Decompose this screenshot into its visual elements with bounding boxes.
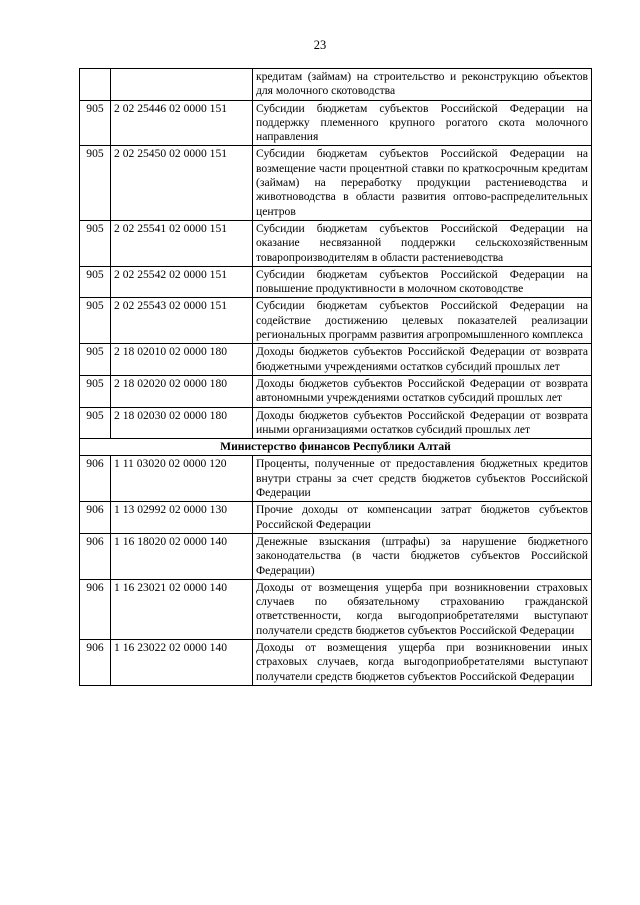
table-body (80, 69, 592, 686)
revenue-description-cell: Субсидии бюджетам субъектов Российской Федерации на поддержку племенного крупного рогатого скота молочного направления (253, 100, 592, 146)
revenue-codes-table (79, 68, 592, 686)
revenue-description-cell: Доходы бюджетов субъектов Российской Федерации от возврата бюджетными учреждениями остатков субсидий прошлых лет (253, 344, 592, 376)
table-row (80, 375, 592, 407)
budget-classification-code-cell: 2 02 25541 02 0000 151 (111, 220, 253, 266)
revenue-description-cell: Субсидии бюджетам субъектов Российской Федерации на повышение продуктивности в молочном скотоводстве (253, 266, 592, 298)
administrator-code-cell: 905 (80, 344, 111, 376)
section-header-row (80, 439, 592, 456)
administrator-code-cell (80, 69, 111, 101)
budget-classification-code-cell: 2 18 02010 02 0000 180 (111, 344, 253, 376)
table-row (80, 298, 592, 344)
revenue-description-cell: Денежные взыскания (штрафы) за нарушение бюджетного законодательства (в части бюджетов субъектов Российской Федерации) (253, 533, 592, 579)
revenue-description-cell: Проценты, полученные от предоставления бюджетных кредитов внутри страны за счет средств бюджетов субъектов Российской Федерации (253, 456, 592, 502)
budget-classification-code-cell: 2 02 25450 02 0000 151 (111, 146, 253, 220)
revenue-description-cell: кредитам (займам) на строительство и реконструкцию объектов для молочного скотоводства (253, 69, 592, 101)
budget-classification-code-cell: 1 16 18020 02 0000 140 (111, 533, 253, 579)
administrator-code-cell: 906 (80, 533, 111, 579)
administrator-code-cell: 906 (80, 579, 111, 639)
table-row (80, 146, 592, 220)
table-row (80, 639, 592, 685)
table-row (80, 502, 592, 534)
revenue-description-cell: Доходы от возмещения ущерба при возникновении страховых случаев по обязательному страхованию гражданской ответственности, когда выгодоприобретателями выступают получатели средств бюджетов субъектов Российской Федерации (253, 579, 592, 639)
budget-classification-code-cell: 2 18 02020 02 0000 180 (111, 375, 253, 407)
table-row (80, 456, 592, 502)
table-row (80, 69, 592, 101)
administrator-code-cell: 905 (80, 146, 111, 220)
revenue-description-cell: Доходы бюджетов субъектов Российской Федерации от возврата автономными учреждениями остатков субсидий прошлых лет (253, 375, 592, 407)
revenue-description-cell: Субсидии бюджетам субъектов Российской Федерации на возмещение части процентной ставки по краткосрочным кредитам (займам) на переработку продукции растениеводства и животноводства в области развития оптово-распределительных центров (253, 146, 592, 220)
revenue-description-cell: Доходы от возмещения ущерба при возникновении иных страховых случаев, когда выгодоприобретателями выступают получатели средств бюджетов субъектов Российской Федерации (253, 639, 592, 685)
administrator-code-cell: 905 (80, 266, 111, 298)
table-row (80, 220, 592, 266)
table-row (80, 344, 592, 376)
table-row (80, 100, 592, 146)
revenue-description-cell: Субсидии бюджетам субъектов Российской Федерации на содействие достижению целевых показателей реализации региональных программ развития агропромышленного комплекса (253, 298, 592, 344)
table-row (80, 533, 592, 579)
administrator-code-cell: 905 (80, 407, 111, 439)
administrator-code-cell: 905 (80, 375, 111, 407)
revenue-description-cell: Прочие доходы от компенсации затрат бюджетов субъектов Российской Федерации (253, 502, 592, 534)
budget-classification-code-cell: 2 02 25543 02 0000 151 (111, 298, 253, 344)
budget-classification-code-cell: 1 16 23021 02 0000 140 (111, 579, 253, 639)
administrator-code-cell: 906 (80, 456, 111, 502)
budget-classification-code-cell: 2 18 02030 02 0000 180 (111, 407, 253, 439)
budget-classification-code-cell: 2 02 25446 02 0000 151 (111, 100, 253, 146)
administrator-code-cell: 905 (80, 220, 111, 266)
revenue-description-cell: Субсидии бюджетам субъектов Российской Федерации на оказание несвязанной поддержки сельскохозяйственным товаропроизводителям в области растениеводства (253, 220, 592, 266)
revenue-description-cell: Доходы бюджетов субъектов Российской Федерации от возврата иными организациями остатков субсидий прошлых лет (253, 407, 592, 439)
budget-classification-code-cell: 1 13 02992 02 0000 130 (111, 502, 253, 534)
budget-classification-code-cell (111, 69, 253, 101)
budget-classification-code-cell: 1 11 03020 02 0000 120 (111, 456, 253, 502)
section-title: Министерство финансов Республики Алтай (80, 439, 592, 456)
administrator-code-cell: 905 (80, 298, 111, 344)
table-row (80, 266, 592, 298)
budget-classification-code-cell: 1 16 23022 02 0000 140 (111, 639, 253, 685)
administrator-code-cell: 906 (80, 502, 111, 534)
table-row (80, 579, 592, 639)
page-number: 23 (313, 38, 327, 52)
administrator-code-cell: 905 (80, 100, 111, 146)
administrator-code-cell: 906 (80, 639, 111, 685)
budget-classification-code-cell: 2 02 25542 02 0000 151 (111, 266, 253, 298)
table-row (80, 407, 592, 439)
